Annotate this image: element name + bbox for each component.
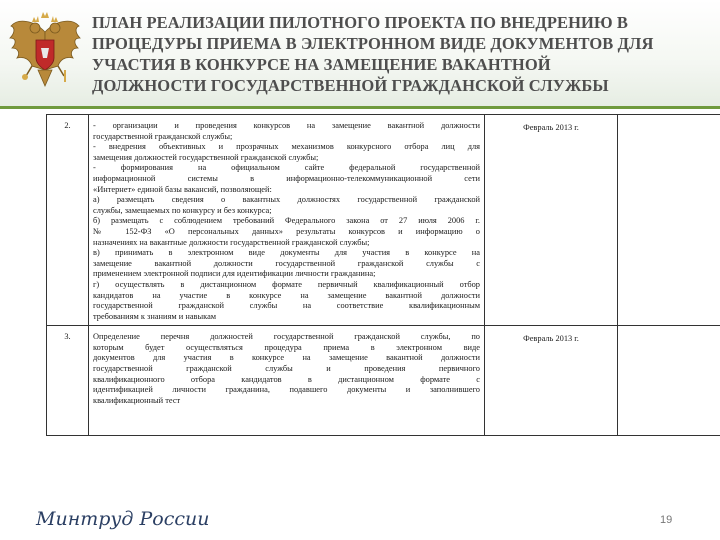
content-line: замещение вакантной должности государственной гражданской службы с — [93, 258, 480, 268]
header-divider — [0, 106, 720, 109]
content-line: замещения должностей государственной гражданской службы; — [93, 152, 319, 162]
title-line: ДОЛЖНОСТИ ГОСУДАРСТВЕННОЙ ГРАЖДАНСКОЙ СЛУЖБЫ — [92, 76, 609, 95]
title-line: ПЛАН РЕАЛИЗАЦИИ ПИЛОТНОГО ПРОЕКТА ПО ВНЕДРЕНИЮ В — [92, 13, 628, 32]
ministry-logo: Минтруд России — [36, 508, 210, 530]
slide-header — [0, 0, 720, 106]
plan-table — [46, 114, 709, 436]
content-line: в) принимать в электронном виде документы для участия в конкурсе на — [93, 248, 480, 258]
row-date: Февраль 2013 г. — [485, 326, 618, 436]
content-line: «Интернет» единой базы вакансий, позволяющей: — [93, 184, 272, 194]
page-title — [92, 12, 702, 96]
content-line: назначениях на вакантные должности государственной гражданской службы; — [93, 237, 370, 247]
content-line: службы, замещаемых по конкурсу и без конкурса; — [93, 205, 272, 215]
row-number: 3. — [47, 326, 89, 436]
content-line: документов для участия в конкурсе на замещение вакантной должности — [93, 353, 480, 363]
content-line: идентификацией личности гражданина, подавшего документы и заполнившего — [93, 385, 480, 395]
content-line: кандидатов на участие в конкурсе на замещение вакантной должности — [93, 290, 480, 300]
row-content — [89, 115, 485, 326]
content-line: квалификационный тест — [93, 395, 181, 405]
content-line: № 152-ФЗ «О персональных данных» результаты конкурсов и информацию о — [93, 226, 480, 236]
table-row — [47, 115, 720, 326]
table-row — [47, 326, 720, 436]
content-line: - внедрения объективных и прозрачных механизмов конкурсного отбора лиц для — [93, 142, 480, 152]
content-line: государственной гражданской службы на соответствие квалификационным — [93, 301, 480, 311]
content-line: а) размещать сведения о вакантных должностях государственной гражданской — [93, 195, 480, 205]
row-date: Февраль 2013 г. — [485, 115, 618, 326]
content-line: информационной системы в информационно-телекоммуникационной сети — [93, 173, 480, 183]
content-line: б) размещать с соблюдением требований Федерального закона от 27 июля 2006 г. — [93, 216, 480, 226]
page-number: 19 — [660, 514, 673, 526]
content-line: - организации и проведения конкурсов на замещение вакантной должности — [93, 121, 480, 130]
content-line: г) осуществлять в дистанционном формате первичный квалификационный отбор — [93, 279, 480, 289]
row-extra-cell — [618, 115, 720, 326]
content-line: применением электронной подписи для идентификации личности гражданина; — [93, 269, 376, 279]
title-line: УЧАСТИЯ В КОНКУРСЕ НА ЗАМЕЩЕНИЕ ВАКАНТНОЙ — [92, 55, 551, 74]
content-line: - формирования на официальном сайте федеральной государственной — [93, 163, 480, 173]
content-line: квалификационного отбора кандидатов в дистанционном формате с — [93, 374, 480, 384]
double-headed-eagle-emblem-icon — [8, 10, 82, 94]
content-line: которым будет осуществляться процедура приема в электронном виде — [93, 342, 480, 352]
row-number: 2. — [47, 115, 89, 326]
row-extra-cell — [618, 326, 720, 436]
title-line: ПРОЦЕДУРЫ ПРИЕМА В ЭЛЕКТРОННОМ ВИДЕ ДОКУМЕНТОВ ДЛЯ — [92, 34, 654, 53]
content-line: Определение перечня должностей государственной гражданской службы, по — [93, 332, 480, 342]
content-line: требованиям к знаниям и навыкам — [93, 311, 217, 321]
content-line: государственной гражданской службы; — [93, 131, 233, 141]
content-line: государственной гражданской службы и проведения первичного — [93, 364, 480, 374]
row-content — [89, 326, 485, 436]
